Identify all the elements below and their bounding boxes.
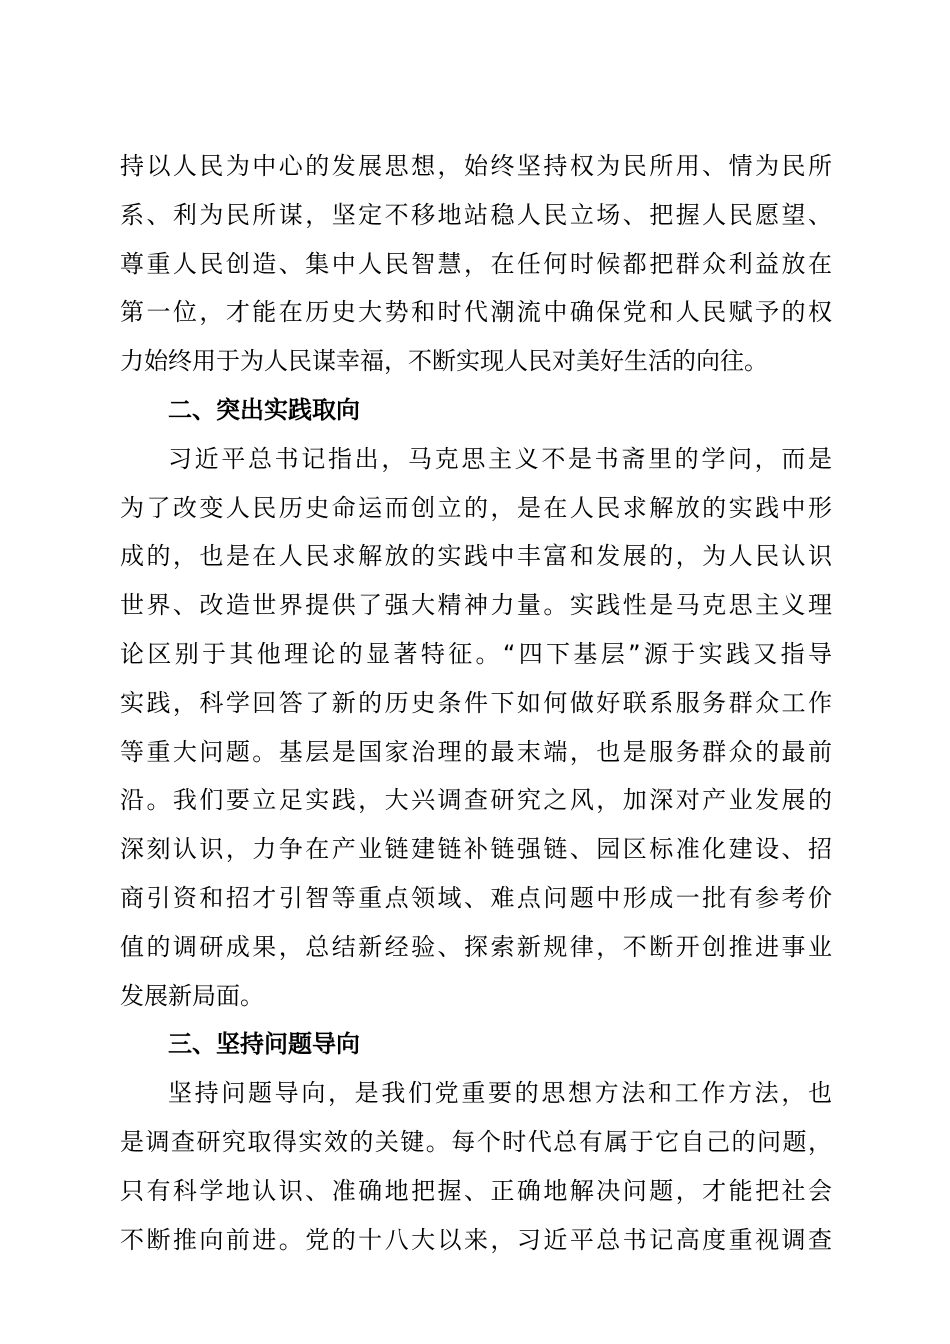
text-line: 实践，科学回答了新的历史条件下如何做好联系服务群众工作: [120, 688, 832, 717]
text-line: 持以人民为中心的发展思想，始终坚持权为民所用、情为民所: [120, 152, 832, 180]
text-line: 商引资和招才引智等重点领域、难点问题中形成一批有参考价: [120, 883, 832, 912]
text-line: 尊重人民创造、集中人民智慧，在任何时候都把群众利益放在: [120, 249, 832, 278]
paragraph-1: [120, 142, 832, 386]
text-line: 沿。我们要立足实践，大兴调查研究之风，加深对产业发展的: [120, 786, 832, 815]
text-line: 只有科学地认识、准确地把握、正确地解决问题，才能把社会: [120, 1176, 832, 1205]
text-line: 不断推向前进。党的十八大以来，习近平总书记高度重视调查: [120, 1225, 832, 1254]
text-line: 等重大问题。基层是国家治理的最末端，也是服务群众的最前: [120, 737, 832, 766]
text-line: 成的，也是在人民求解放的实践中丰富和发展的，为人民认识: [120, 542, 832, 571]
text-line: 世界、改造世界提供了强大精神力量。实践性是马克思主义理: [120, 591, 832, 620]
text-line: 深刻认识，力争在产业链建链补链强链、园区标准化建设、招: [120, 835, 832, 864]
paragraph-3: [120, 1069, 832, 1264]
text-line: 力始终用于为人民谋幸福，不断实现人民对美好生活的向往。: [120, 347, 768, 376]
text-line: 第一位，才能在历史大势和时代潮流中确保党和人民赋予的权: [120, 298, 832, 327]
text-line: 坚持问题导向，是我们党重要的思想方法和工作方法，也: [168, 1079, 832, 1108]
section-heading-3: 三、坚持问题导向: [168, 1030, 360, 1059]
text-line: 发展新局面。: [120, 981, 264, 1010]
text-line: 系、利为民所谋，坚定不移地站稳人民立场、把握人民愿望、: [120, 200, 832, 229]
text-line: 论区别于其他理论的显著特征。“四下基层”源于实践又指导: [120, 639, 832, 668]
paragraph-2: [120, 435, 832, 1021]
section-heading-2: 二、突出实践取向: [168, 395, 360, 424]
text-line: 是调查研究取得实效的关键。每个时代总有属于它自己的问题，: [120, 1127, 832, 1156]
text-line: 值的调研成果，总结新经验、探索新规律，不断开创推进事业: [120, 932, 832, 961]
text-line: 为了改变人民历史命运而创立的，是在人民求解放的实践中形: [120, 493, 832, 522]
document-body: [120, 142, 832, 1264]
text-line: 习近平总书记指出，马克思主义不是书斋里的学问，而是: [168, 444, 832, 473]
